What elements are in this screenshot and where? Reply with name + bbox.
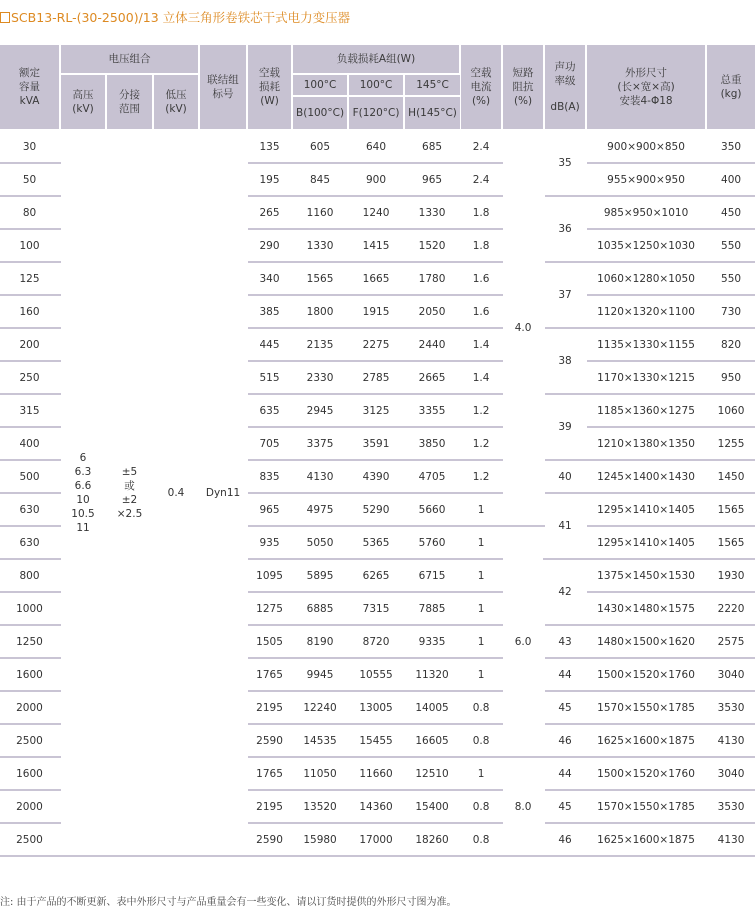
cell-noload-loss: 135 <box>247 130 292 163</box>
cell-noload-current: 2.4 <box>460 163 502 196</box>
cell-load-loss-h: 1520 <box>404 229 460 262</box>
cell-weight: 820 <box>706 328 755 361</box>
cell-weight: 3040 <box>706 757 755 790</box>
cell-load-loss-b: 4975 <box>292 493 348 526</box>
cell-dims: 985×950×1010 <box>586 196 706 229</box>
cell-load-loss-h: 9335 <box>404 625 460 658</box>
cell-dims: 1295×1410×1405 <box>586 526 706 559</box>
cell-capacity: 160 <box>0 295 60 328</box>
cell-capacity: 500 <box>0 460 60 493</box>
cell-weight: 450 <box>706 196 755 229</box>
cell-dims: 1185×1360×1275 <box>586 394 706 427</box>
table-row <box>0 130 755 163</box>
cell-load-loss-b: 1160 <box>292 196 348 229</box>
cell-weight: 350 <box>706 130 755 163</box>
header-temp-100b: 100°C <box>348 74 404 96</box>
cell-load-loss-h: 2050 <box>404 295 460 328</box>
cell-load-loss-b: 1800 <box>292 295 348 328</box>
cell-capacity: 1600 <box>0 658 60 691</box>
cell-sound: 43 <box>544 625 586 658</box>
cell-lv: 0.4 <box>153 130 199 856</box>
cell-noload-current: 1.4 <box>460 328 502 361</box>
cell-hv: 6 6.3 6.6 10 10.5 11 <box>60 130 106 856</box>
cell-sound: 40 <box>544 460 586 493</box>
header-lv: 低压 (kV) <box>153 74 199 130</box>
cell-sound: 45 <box>544 691 586 724</box>
cell-load-loss-b: 1330 <box>292 229 348 262</box>
cell-load-loss-h: 2440 <box>404 328 460 361</box>
spec-table <box>0 45 755 857</box>
header-voltage-combo: 电压组合 <box>60 45 199 74</box>
cell-capacity: 2500 <box>0 823 60 856</box>
cell-dims: 1570×1550×1785 <box>586 691 706 724</box>
cell-weight: 2575 <box>706 625 755 658</box>
cell-weight: 550 <box>706 262 755 295</box>
cell-noload-current: 1.6 <box>460 295 502 328</box>
cell-weight: 3040 <box>706 658 755 691</box>
cell-dims: 1060×1280×1050 <box>586 262 706 295</box>
cell-impedance: 4.0 <box>502 130 544 526</box>
table-header <box>0 45 755 130</box>
cell-noload-loss: 705 <box>247 427 292 460</box>
cell-connection: Dyn11 <box>199 130 247 856</box>
cell-load-loss-f: 6265 <box>348 559 404 592</box>
cell-noload-loss: 385 <box>247 295 292 328</box>
cell-dims: 1035×1250×1030 <box>586 229 706 262</box>
cell-load-loss-b: 6885 <box>292 592 348 625</box>
cell-noload-current: 0.8 <box>460 823 502 856</box>
cell-load-loss-h: 685 <box>404 130 460 163</box>
footnote: 注: 由于产品的不断更新、表中外形尺寸与产品重量会有一些变化、请以订货时提供的外形尺寸图为准。 <box>0 897 457 908</box>
cell-load-loss-h: 15400 <box>404 790 460 823</box>
header-temp-100: 100°C <box>292 74 348 96</box>
cell-load-loss-b: 605 <box>292 130 348 163</box>
cell-dims: 1120×1320×1100 <box>586 295 706 328</box>
cell-capacity: 2000 <box>0 790 60 823</box>
cell-dims: 1375×1450×1530 <box>586 559 706 592</box>
cell-load-loss-h: 2665 <box>404 361 460 394</box>
cell-noload-loss: 2195 <box>247 691 292 724</box>
cell-dims: 1170×1330×1215 <box>586 361 706 394</box>
cell-load-loss-h: 11320 <box>404 658 460 691</box>
cell-load-loss-b: 11050 <box>292 757 348 790</box>
cell-load-loss-f: 3125 <box>348 394 404 427</box>
cell-weight: 950 <box>706 361 755 394</box>
cell-noload-loss: 515 <box>247 361 292 394</box>
cell-dims: 1480×1500×1620 <box>586 625 706 658</box>
cell-weight: 1450 <box>706 460 755 493</box>
cell-noload-loss: 445 <box>247 328 292 361</box>
cell-dims: 1295×1410×1405 <box>586 493 706 526</box>
header-tap: 分接 范围 <box>106 74 153 130</box>
cell-dims: 1625×1600×1875 <box>586 724 706 757</box>
cell-load-loss-f: 4390 <box>348 460 404 493</box>
cell-load-loss-f: 2785 <box>348 361 404 394</box>
cell-noload-current: 1 <box>460 559 502 592</box>
cell-load-loss-f: 900 <box>348 163 404 196</box>
header-class-h: H(145°C) <box>404 96 460 130</box>
cell-noload-loss: 1765 <box>247 658 292 691</box>
cell-noload-current: 1.2 <box>460 460 502 493</box>
cell-tap: ±5 或 ±2 ×2.5 <box>106 130 153 856</box>
cell-sound: 39 <box>544 394 586 460</box>
cell-capacity: 1000 <box>0 592 60 625</box>
cell-dims: 900×900×850 <box>586 130 706 163</box>
cell-capacity: 30 <box>0 130 60 163</box>
cell-noload-current: 0.8 <box>460 691 502 724</box>
cell-noload-loss: 835 <box>247 460 292 493</box>
header-connection: 联结组 标号 <box>199 45 247 130</box>
cell-sound: 38 <box>544 328 586 394</box>
header-rated-capacity: 额定 容量 kVA <box>0 45 60 130</box>
cell-noload-loss: 265 <box>247 196 292 229</box>
cell-noload-loss: 2195 <box>247 790 292 823</box>
cell-noload-loss: 965 <box>247 493 292 526</box>
cell-load-loss-h: 4705 <box>404 460 460 493</box>
cell-capacity: 1250 <box>0 625 60 658</box>
cell-load-loss-f: 5365 <box>348 526 404 559</box>
cell-load-loss-h: 5760 <box>404 526 460 559</box>
cell-noload-current: 1.2 <box>460 394 502 427</box>
cell-capacity: 250 <box>0 361 60 394</box>
cell-weight: 1565 <box>706 526 755 559</box>
cell-capacity: 50 <box>0 163 60 196</box>
cell-noload-current: 2.4 <box>460 130 502 163</box>
cell-sound: 46 <box>544 823 586 856</box>
cell-load-loss-h: 3850 <box>404 427 460 460</box>
header-load-loss: 负载损耗A组(W) <box>292 45 460 74</box>
cell-dims: 1570×1550×1785 <box>586 790 706 823</box>
header-noload-loss: 空载 损耗 (W) <box>247 45 292 130</box>
cell-weight: 1060 <box>706 394 755 427</box>
cell-load-loss-f: 1915 <box>348 295 404 328</box>
cell-capacity: 200 <box>0 328 60 361</box>
cell-load-loss-f: 11660 <box>348 757 404 790</box>
cell-noload-current: 1.4 <box>460 361 502 394</box>
cell-weight: 400 <box>706 163 755 196</box>
header-weight: 总重 (kg) <box>706 45 755 130</box>
cell-capacity: 630 <box>0 493 60 526</box>
cell-dims: 1135×1330×1155 <box>586 328 706 361</box>
cell-noload-current: 1 <box>460 493 502 526</box>
cell-capacity: 800 <box>0 559 60 592</box>
cell-capacity: 1600 <box>0 757 60 790</box>
cell-load-loss-f: 640 <box>348 130 404 163</box>
cell-load-loss-b: 2330 <box>292 361 348 394</box>
header-class-f: F(120°C) <box>348 96 404 130</box>
cell-noload-current: 1.6 <box>460 262 502 295</box>
cell-load-loss-h: 12510 <box>404 757 460 790</box>
cell-load-loss-b: 2945 <box>292 394 348 427</box>
cell-load-loss-f: 1665 <box>348 262 404 295</box>
cell-noload-current: 1 <box>460 592 502 625</box>
cell-weight: 550 <box>706 229 755 262</box>
cell-dims: 1245×1400×1430 <box>586 460 706 493</box>
header-temp-145: 145°C <box>404 74 460 96</box>
cell-capacity: 630 <box>0 526 60 559</box>
cell-load-loss-h: 16605 <box>404 724 460 757</box>
cell-load-loss-b: 15980 <box>292 823 348 856</box>
cell-capacity: 2000 <box>0 691 60 724</box>
cell-load-loss-b: 5050 <box>292 526 348 559</box>
cell-sound: 42 <box>544 559 586 625</box>
cell-load-loss-b: 8190 <box>292 625 348 658</box>
cell-capacity: 315 <box>0 394 60 427</box>
cell-noload-current: 1 <box>460 658 502 691</box>
cell-load-loss-f: 8720 <box>348 625 404 658</box>
header-hv: 高压 (kV) <box>60 74 106 130</box>
cell-noload-current: 1.8 <box>460 196 502 229</box>
cell-noload-loss: 2590 <box>247 823 292 856</box>
cell-dims: 1500×1520×1760 <box>586 658 706 691</box>
cell-load-loss-h: 965 <box>404 163 460 196</box>
header-class-b: B(100°C) <box>292 96 348 130</box>
cell-noload-loss: 1095 <box>247 559 292 592</box>
cell-load-loss-f: 17000 <box>348 823 404 856</box>
cell-sound: 44 <box>544 658 586 691</box>
cell-load-loss-h: 1330 <box>404 196 460 229</box>
cell-impedance: 8.0 <box>502 757 544 856</box>
cell-load-loss-b: 13520 <box>292 790 348 823</box>
cell-load-loss-f: 10555 <box>348 658 404 691</box>
cell-dims: 955×900×950 <box>586 163 706 196</box>
cell-load-loss-b: 4130 <box>292 460 348 493</box>
cell-noload-loss: 1765 <box>247 757 292 790</box>
cell-capacity: 125 <box>0 262 60 295</box>
cell-load-loss-h: 5660 <box>404 493 460 526</box>
cell-load-loss-b: 9945 <box>292 658 348 691</box>
cell-load-loss-f: 7315 <box>348 592 404 625</box>
cell-sound: 37 <box>544 262 586 328</box>
cell-load-loss-f: 1415 <box>348 229 404 262</box>
cell-capacity: 400 <box>0 427 60 460</box>
header-dims: 外形尺寸 (长×宽×高) 安装4-Φ18 <box>586 45 706 130</box>
cell-load-loss-b: 14535 <box>292 724 348 757</box>
cell-load-loss-f: 15455 <box>348 724 404 757</box>
table-body <box>0 130 755 856</box>
header-sound: 声功 率级 dB(A) <box>544 45 586 130</box>
cell-noload-loss: 340 <box>247 262 292 295</box>
cell-load-loss-b: 1565 <box>292 262 348 295</box>
cell-weight: 1255 <box>706 427 755 460</box>
cell-load-loss-b: 2135 <box>292 328 348 361</box>
cell-weight: 730 <box>706 295 755 328</box>
header-noload-current: 空载 电流 (%) <box>460 45 502 130</box>
cell-noload-loss: 2590 <box>247 724 292 757</box>
cell-noload-current: 1.2 <box>460 427 502 460</box>
cell-noload-current: 0.8 <box>460 724 502 757</box>
cell-load-loss-h: 6715 <box>404 559 460 592</box>
cell-noload-loss: 195 <box>247 163 292 196</box>
cell-load-loss-h: 14005 <box>404 691 460 724</box>
cell-load-loss-f: 1240 <box>348 196 404 229</box>
cell-sound: 46 <box>544 724 586 757</box>
cell-dims: 1500×1520×1760 <box>586 757 706 790</box>
cell-impedance: 6.0 <box>502 526 544 757</box>
cell-noload-current: 1 <box>460 625 502 658</box>
cell-noload-loss: 290 <box>247 229 292 262</box>
cell-load-loss-h: 7885 <box>404 592 460 625</box>
cell-sound: 45 <box>544 790 586 823</box>
cell-noload-current: 1 <box>460 526 502 559</box>
cell-noload-loss: 935 <box>247 526 292 559</box>
cell-weight: 2220 <box>706 592 755 625</box>
cell-dims: 1210×1380×1350 <box>586 427 706 460</box>
cell-load-loss-b: 12240 <box>292 691 348 724</box>
cell-load-loss-b: 845 <box>292 163 348 196</box>
cell-dims: 1430×1480×1575 <box>586 592 706 625</box>
cell-capacity: 100 <box>0 229 60 262</box>
cell-load-loss-h: 1780 <box>404 262 460 295</box>
cell-noload-loss: 1275 <box>247 592 292 625</box>
cell-noload-loss: 1505 <box>247 625 292 658</box>
cell-sound: 44 <box>544 757 586 790</box>
cell-load-loss-h: 18260 <box>404 823 460 856</box>
cell-noload-current: 1.8 <box>460 229 502 262</box>
cell-capacity: 80 <box>0 196 60 229</box>
cell-load-loss-f: 3591 <box>348 427 404 460</box>
cell-noload-loss: 635 <box>247 394 292 427</box>
cell-weight: 3530 <box>706 691 755 724</box>
cell-load-loss-f: 5290 <box>348 493 404 526</box>
cell-noload-current: 0.8 <box>460 790 502 823</box>
cell-weight: 1930 <box>706 559 755 592</box>
cell-load-loss-f: 14360 <box>348 790 404 823</box>
cell-weight: 1565 <box>706 493 755 526</box>
cell-load-loss-b: 5895 <box>292 559 348 592</box>
cell-capacity: 2500 <box>0 724 60 757</box>
cell-load-loss-f: 13005 <box>348 691 404 724</box>
cell-noload-current: 1 <box>460 757 502 790</box>
cell-sound: 35 <box>544 130 586 196</box>
page-title: SCB13-RL-(30-2500)/13 立体三角形卷铁芯干式电力变压器 <box>0 4 350 32</box>
cell-weight: 4130 <box>706 724 755 757</box>
header-impedance: 短路 阻抗 (%) <box>502 45 544 130</box>
cell-weight: 3530 <box>706 790 755 823</box>
cell-load-loss-f: 2275 <box>348 328 404 361</box>
cell-load-loss-h: 3355 <box>404 394 460 427</box>
cell-sound: 41 <box>544 493 586 559</box>
checkbox-square-icon <box>0 12 10 23</box>
cell-weight: 4130 <box>706 823 755 856</box>
cell-load-loss-b: 3375 <box>292 427 348 460</box>
cell-sound: 36 <box>544 196 586 262</box>
cell-dims: 1625×1600×1875 <box>586 823 706 856</box>
